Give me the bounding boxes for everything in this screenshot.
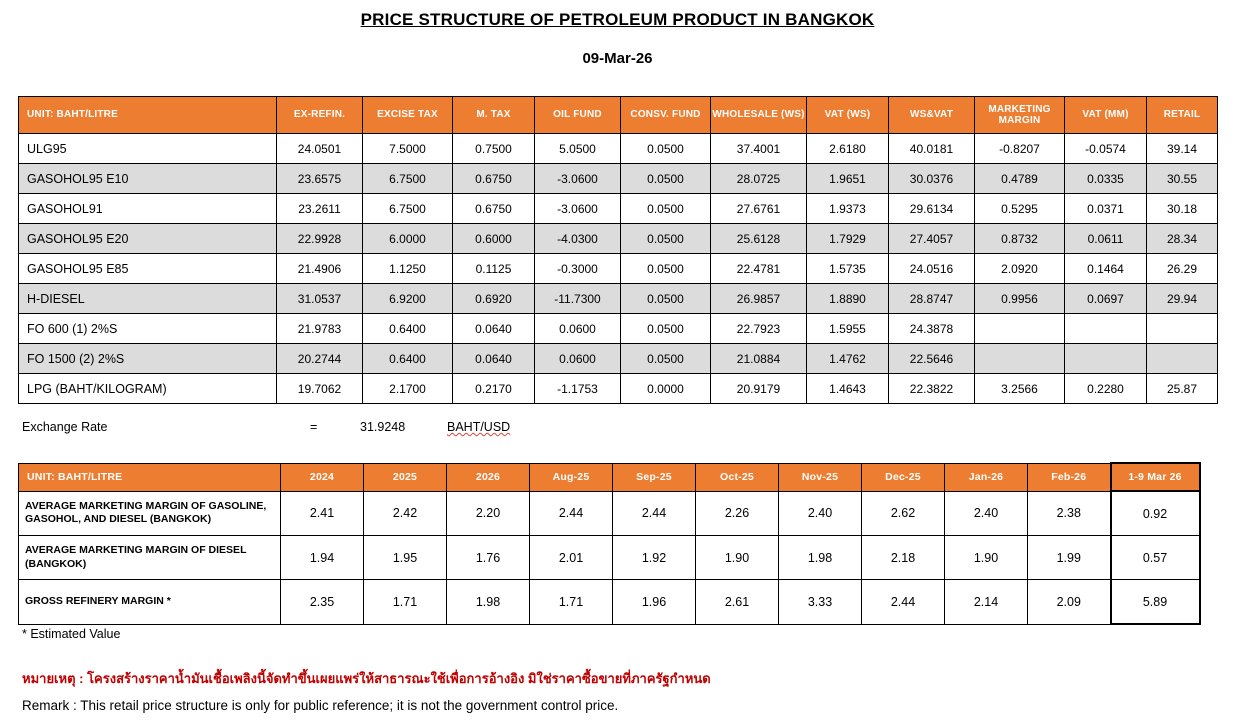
cell: 20.9179: [711, 374, 807, 404]
col-jan-26: Jan-26: [945, 463, 1028, 491]
cell: 24.3878: [889, 314, 975, 344]
cell: 28.8747: [889, 284, 975, 314]
cell: 1.5955: [807, 314, 889, 344]
cell: 0.0500: [621, 164, 711, 194]
cell: 0.0640: [453, 314, 535, 344]
cell: 0.1464: [1065, 254, 1147, 284]
cell: -3.0600: [535, 164, 621, 194]
cell: 0.6000: [453, 224, 535, 254]
cell: 0.0600: [535, 344, 621, 374]
col-sep-25: Sep-25: [613, 463, 696, 491]
col-marketing-margin: MARKETING MARGIN: [975, 97, 1065, 134]
col-oct-25: Oct-25: [696, 463, 779, 491]
col-m-tax: M. TAX: [453, 97, 535, 134]
cell: 0.6750: [453, 194, 535, 224]
cell: [1065, 314, 1147, 344]
cell: -0.0574: [1065, 134, 1147, 164]
cell: 1.7929: [807, 224, 889, 254]
cell: 2.1700: [363, 374, 453, 404]
cell: 6.7500: [363, 164, 453, 194]
cell: -11.7300: [535, 284, 621, 314]
cell: 2.09: [1028, 580, 1111, 625]
cell: -0.3000: [535, 254, 621, 284]
row-label: LPG (BAHT/KILOGRAM): [19, 374, 277, 404]
cell: 1.1250: [363, 254, 453, 284]
cell: 0.6400: [363, 314, 453, 344]
cell: 22.4781: [711, 254, 807, 284]
table-row: [19, 536, 1200, 580]
exchange-rate-line: [22, 420, 622, 434]
row-label: GASOHOL95 E85: [19, 254, 277, 284]
cell: 21.0884: [711, 344, 807, 374]
cell: 1.71: [530, 580, 613, 625]
cell: -1.1753: [535, 374, 621, 404]
cell: 0.9956: [975, 284, 1065, 314]
remark-english: Remark : This retail price structure is only for public reference; it is not the government control price.: [22, 698, 619, 713]
exchange-rate-unit: BAHT/USD: [447, 420, 511, 434]
cell: 27.4057: [889, 224, 975, 254]
cell: 3.33: [779, 580, 862, 625]
col-feb-26: Feb-26: [1028, 463, 1111, 491]
row-label: GASOHOL95 E20: [19, 224, 277, 254]
cell: -0.8207: [975, 134, 1065, 164]
cell: 22.9928: [277, 224, 363, 254]
cell: 27.6761: [711, 194, 807, 224]
exchange-rate-equals: =: [310, 420, 318, 434]
col-ws-and-vat: WS&VAT: [889, 97, 975, 134]
cell: 0.0000: [621, 374, 711, 404]
cell: 21.4906: [277, 254, 363, 284]
cell: 21.9783: [277, 314, 363, 344]
col-wholesale: WHOLESALE (WS): [711, 97, 807, 134]
cell: 2.44: [530, 491, 613, 536]
cell: 24.0516: [889, 254, 975, 284]
col-unit: UNIT: BAHT/LITRE: [19, 463, 281, 491]
table-row: [19, 224, 1218, 254]
cell: 0.0335: [1065, 164, 1147, 194]
cell: 1.98: [779, 536, 862, 580]
cell: 19.7062: [277, 374, 363, 404]
table-row: [19, 194, 1218, 224]
cell: 6.0000: [363, 224, 453, 254]
cell: 25.87: [1147, 374, 1218, 404]
exchange-rate-value: 31.9248: [360, 420, 406, 434]
cell: 0.0697: [1065, 284, 1147, 314]
row-label: GROSS REFINERY MARGIN *: [19, 580, 281, 625]
col-oil-fund: OIL FUND: [535, 97, 621, 134]
table-row: [19, 344, 1218, 374]
cell: 2.62: [862, 491, 945, 536]
row-label: AVERAGE MARKETING MARGIN OF DIESEL (BANGKOK): [19, 536, 281, 580]
cell: 24.0501: [277, 134, 363, 164]
row-label: GASOHOL95 E10: [19, 164, 277, 194]
cell: 39.14: [1147, 134, 1218, 164]
cell: 25.6128: [711, 224, 807, 254]
col-vat-ws: VAT (WS): [807, 97, 889, 134]
cell: 30.0376: [889, 164, 975, 194]
cell: 1.96: [613, 580, 696, 625]
cell: 0.0500: [621, 224, 711, 254]
document-page: [0, 10, 1235, 723]
report-date: 09-Mar-26: [582, 50, 653, 67]
col-2024: 2024: [281, 463, 364, 491]
cell: 0.2280: [1065, 374, 1147, 404]
cell: 0.6400: [363, 344, 453, 374]
cell: 30.18: [1147, 194, 1218, 224]
cell: 37.4001: [711, 134, 807, 164]
cell: 0.0500: [621, 254, 711, 284]
cell: 2.26: [696, 491, 779, 536]
cell: 20.2744: [277, 344, 363, 374]
estimated-value-note: * Estimated Value: [22, 627, 121, 641]
cell: 1.8890: [807, 284, 889, 314]
cell: 2.18: [862, 536, 945, 580]
col-aug-25: Aug-25: [530, 463, 613, 491]
cell: 1.76: [447, 536, 530, 580]
table-row: [19, 314, 1218, 344]
table-row: [19, 284, 1218, 314]
col-consv-fund: CONSV. FUND: [621, 97, 711, 134]
table-row: [19, 134, 1218, 164]
row-label: ULG95: [19, 134, 277, 164]
cell: 0.92: [1111, 491, 1200, 536]
cell: -3.0600: [535, 194, 621, 224]
cell: 0.6750: [453, 164, 535, 194]
cell: [1147, 314, 1218, 344]
table-row: [19, 164, 1218, 194]
col-unit: UNIT: BAHT/LITRE: [19, 97, 277, 134]
cell: 2.0920: [975, 254, 1065, 284]
cell: [1065, 344, 1147, 374]
cell: 2.42: [364, 491, 447, 536]
cell: 2.6180: [807, 134, 889, 164]
cell: 6.9200: [363, 284, 453, 314]
cell: 1.92: [613, 536, 696, 580]
cell: 0.0500: [621, 284, 711, 314]
row-label: FO 600 (1) 2%S: [19, 314, 277, 344]
table-header-row: [19, 97, 1218, 134]
cell: 5.0500: [535, 134, 621, 164]
cell: 2.01: [530, 536, 613, 580]
cell: 1.71: [364, 580, 447, 625]
cell: 0.0640: [453, 344, 535, 374]
cell: 2.40: [945, 491, 1028, 536]
cell: 0.0500: [621, 194, 711, 224]
cell: 29.94: [1147, 284, 1218, 314]
cell: 1.99: [1028, 536, 1111, 580]
table-header-row: [19, 463, 1200, 491]
col-1-9-mar-26: 1-9 Mar 26: [1111, 463, 1200, 491]
cell: 0.7500: [453, 134, 535, 164]
cell: 1.90: [945, 536, 1028, 580]
cell: 1.94: [281, 536, 364, 580]
cell: 3.2566: [975, 374, 1065, 404]
cell: 2.20: [447, 491, 530, 536]
table-row: [19, 374, 1218, 404]
cell: 5.89: [1111, 580, 1200, 625]
cell: 40.0181: [889, 134, 975, 164]
cell: 0.1125: [453, 254, 535, 284]
row-label: H-DIESEL: [19, 284, 277, 314]
col-dec-25: Dec-25: [862, 463, 945, 491]
cell: 22.5646: [889, 344, 975, 374]
cell: 2.40: [779, 491, 862, 536]
cell: 31.0537: [277, 284, 363, 314]
cell: 0.0600: [535, 314, 621, 344]
cell: 2.35: [281, 580, 364, 625]
cell: 1.95: [364, 536, 447, 580]
cell: 29.6134: [889, 194, 975, 224]
cell: 26.29: [1147, 254, 1218, 284]
cell: 2.61: [696, 580, 779, 625]
table-row: [19, 491, 1200, 536]
col-2026: 2026: [447, 463, 530, 491]
col-nov-25: Nov-25: [779, 463, 862, 491]
row-label: FO 1500 (2) 2%S: [19, 344, 277, 374]
cell: 0.2170: [453, 374, 535, 404]
cell: 1.98: [447, 580, 530, 625]
table-row: [19, 580, 1200, 625]
cell: 2.14: [945, 580, 1028, 625]
cell: 1.4643: [807, 374, 889, 404]
cell: 0.0500: [621, 134, 711, 164]
remark-thai: หมายเหตุ : โครงสร้างราคาน้ำมันเชื้อเพลิงนี้จัดทำขึ้นเผยแพร่ให้สาธารณะใช้เพื่อการอ้างอิง มิใช่ราคาซื้อขายที่ภาครัฐกำหนด: [22, 671, 711, 686]
cell: 1.4762: [807, 344, 889, 374]
col-retail: RETAIL: [1147, 97, 1218, 134]
cell: 1.5735: [807, 254, 889, 284]
cell: [1147, 344, 1218, 374]
cell: 23.2611: [277, 194, 363, 224]
cell: 0.4789: [975, 164, 1065, 194]
cell: 7.5000: [363, 134, 453, 164]
row-label: AVERAGE MARKETING MARGIN OF GASOLINE, GASOHOL, AND DIESEL (BANGKOK): [19, 491, 281, 536]
cell: 22.7923: [711, 314, 807, 344]
table-row: [19, 254, 1218, 284]
row-label: GASOHOL91: [19, 194, 277, 224]
cell: 30.55: [1147, 164, 1218, 194]
cell: 1.9373: [807, 194, 889, 224]
col-vat-mm: VAT (MM): [1065, 97, 1147, 134]
cell: 2.44: [613, 491, 696, 536]
cell: 0.0371: [1065, 194, 1147, 224]
cell: 0.0611: [1065, 224, 1147, 254]
cell: 28.34: [1147, 224, 1218, 254]
price-structure-table: [18, 96, 1218, 404]
cell: 28.0725: [711, 164, 807, 194]
cell: 2.44: [862, 580, 945, 625]
cell: 2.38: [1028, 491, 1111, 536]
cell: 0.57: [1111, 536, 1200, 580]
cell: [975, 314, 1065, 344]
cell: 1.90: [696, 536, 779, 580]
cell: [975, 344, 1065, 374]
cell: 0.0500: [621, 344, 711, 374]
cell: -4.0300: [535, 224, 621, 254]
cell: 1.9651: [807, 164, 889, 194]
exchange-rate-label: Exchange Rate: [22, 420, 108, 434]
cell: 6.7500: [363, 194, 453, 224]
cell: 23.6575: [277, 164, 363, 194]
margin-summary-table: [18, 462, 1201, 625]
cell: 26.9857: [711, 284, 807, 314]
cell: 0.8732: [975, 224, 1065, 254]
cell: 22.3822: [889, 374, 975, 404]
cell: 2.41: [281, 491, 364, 536]
cell: 0.5295: [975, 194, 1065, 224]
col-excise-tax: EXCISE TAX: [363, 97, 453, 134]
cell: 0.6920: [453, 284, 535, 314]
col-ex-refin: EX-REFIN.: [277, 97, 363, 134]
cell: 0.0500: [621, 314, 711, 344]
col-2025: 2025: [364, 463, 447, 491]
page-title: PRICE STRUCTURE OF PETROLEUM PRODUCT IN BANGKOK: [360, 10, 875, 29]
